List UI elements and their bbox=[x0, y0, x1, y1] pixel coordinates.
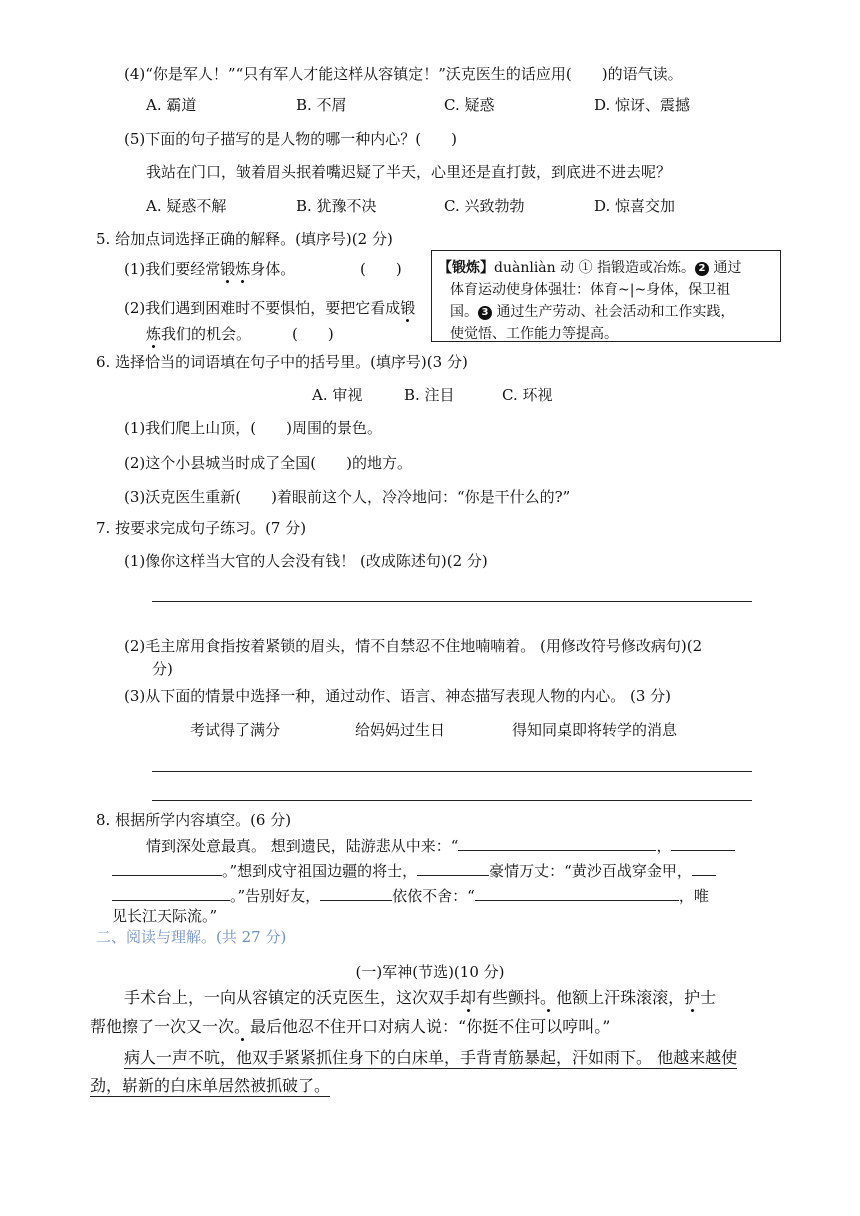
q6-sentence-2: (2)这个小县城当时成了全国( )的地方。 bbox=[124, 454, 412, 472]
p1-text-1: 手术台上，一向从容镇定的沃克医生，这次双手 bbox=[124, 988, 461, 1007]
passage-p2-line1 bbox=[124, 1047, 737, 1069]
q7-sentence-3: (3)从下面的情景中选择一种，通过动作、语言、神态描写表现人物的内心。 (3 分) bbox=[124, 687, 672, 705]
q4-5-option-d: D. 惊喜交加 bbox=[594, 197, 676, 215]
q6-option-a: A. 审视 bbox=[312, 386, 363, 404]
q7-scene-3: 得知同桌即将转学的消息 bbox=[512, 721, 678, 739]
q5-s1-dotted-2: 炼 bbox=[235, 260, 251, 278]
q6-sentence-1: (1)我们爬上山顶，( )周围的景色。 bbox=[124, 419, 382, 437]
q7-answer-line-1[interactable] bbox=[152, 601, 752, 602]
q8-l3-text-c: ，唯 bbox=[678, 887, 709, 905]
q5-s2-pre: (2)我们遇到困难时不要惧怕，要把它看成 bbox=[124, 299, 401, 317]
q5-title: 5. 给加点词选择正确的解释。(填序号)(2 分) bbox=[96, 230, 393, 248]
q6-option-b: B. 注目 bbox=[404, 386, 455, 404]
q4-5-option-c: C. 兴致勃勃 bbox=[444, 197, 525, 215]
q8-blank-4a[interactable] bbox=[692, 859, 716, 876]
q4-4-option-b: B. 不屑 bbox=[296, 96, 347, 114]
definition-pinyin: duànliàn bbox=[494, 260, 556, 276]
definition-box bbox=[431, 250, 781, 342]
definition-line-3 bbox=[438, 301, 772, 323]
q7-answer-line-3[interactable] bbox=[152, 800, 752, 801]
q7-scene-1: 考试得了满分 bbox=[190, 721, 281, 739]
q8-title: 8. 根据所学内容填空。(6 分) bbox=[96, 811, 292, 829]
definition-num-1: ① bbox=[578, 260, 593, 276]
q8-blank-6[interactable] bbox=[475, 884, 679, 901]
p1-text-2: 有些颤抖 bbox=[476, 988, 541, 1007]
definition-line-2: 体育运动使身体强壮：体育~|~身体，保卫祖 bbox=[450, 282, 731, 298]
q5-s1-answer-paren: ( ) bbox=[360, 260, 402, 278]
definition-pos: 动 bbox=[560, 260, 575, 276]
q5-s2-answer-paren: ( ) bbox=[292, 325, 334, 343]
q5-s1-pre: (1)我们要经常 bbox=[124, 260, 221, 278]
q8-blank-4b[interactable] bbox=[112, 884, 230, 901]
section-2-title: 二、阅读与理解。(共 27 分) bbox=[96, 928, 287, 946]
p1-dotted-2: 。 bbox=[540, 988, 557, 1007]
q5-s1-dotted-1: 锻 bbox=[220, 260, 236, 278]
q8-line-1 bbox=[146, 834, 735, 856]
passage-title: (一)军神(节选)(10 分) bbox=[355, 963, 505, 981]
q4-4-option-d: D. 惊讶、震撼 bbox=[594, 96, 691, 114]
q5-sentence-1 bbox=[124, 259, 295, 279]
definition-line-1 bbox=[438, 257, 772, 279]
q7-sentence-2a: (2)毛主席用食指按着紧锁的眉头，情不自禁忍不住地喃喃着。 (用修改符号修改病句)(2 bbox=[124, 637, 703, 655]
q5-sentence-2-line2 bbox=[146, 324, 251, 344]
q7-sentence-2b: 分) bbox=[152, 660, 173, 678]
definition-num-3: 3 bbox=[478, 306, 492, 320]
q5-s2-dotted-2: 炼 bbox=[146, 325, 162, 343]
passage-p2-line2 bbox=[90, 1075, 330, 1097]
p1-dotted-1: 却 bbox=[460, 988, 477, 1007]
q4-4-option-a: A. 霸道 bbox=[146, 96, 197, 114]
q8-line-2 bbox=[112, 859, 716, 881]
q5-s2-dotted-1: 锻 bbox=[400, 299, 416, 317]
q4-4-text: (4)“你是军人！”“只有军人才能这样从容镇定！”沃克医生的话应用( )的语气读。 bbox=[124, 65, 683, 83]
definition-sense-1: 指锻造或冶炼。 bbox=[597, 260, 696, 276]
q4-5-text: (5)下面的句子描写的是人物的哪一种内心？( ) bbox=[124, 130, 457, 148]
q8-l3-text-a: 。”告别好友， bbox=[230, 887, 321, 905]
q6-option-c: C. 环视 bbox=[502, 386, 553, 404]
q8-line-4: 见长江天际流。” bbox=[112, 907, 218, 925]
q6-title: 6. 选择恰当的词语填在句子中的括号里。(填序号)(3 分) bbox=[96, 353, 468, 371]
q8-l2-text-a: 。”想到戍守祖国边疆的将士， bbox=[222, 862, 418, 880]
definition-sense-2a: 通过 bbox=[713, 260, 742, 276]
q8-blank-2a[interactable] bbox=[671, 834, 735, 851]
p1-dotted-3: 护 bbox=[684, 988, 701, 1007]
q4-4-option-c: C. 疑惑 bbox=[444, 96, 495, 114]
q5-sentence-2-line1 bbox=[124, 298, 415, 318]
p1-text-3: 他额上汗珠滚滚， bbox=[556, 988, 685, 1007]
definition-line-4: 使觉悟、工作能力等提高。 bbox=[450, 326, 618, 342]
q8-line-3 bbox=[112, 884, 709, 906]
q4-5-option-b: B. 犹豫不决 bbox=[296, 197, 377, 215]
p1b-text-1: 帮他擦了一次又一次 bbox=[90, 1017, 235, 1036]
passage-p1-line1 bbox=[124, 987, 716, 1009]
q8-blank-1[interactable] bbox=[458, 834, 656, 851]
p1b-text-2: 最后他忍不住开口对病人说：“你挺不住可以哼叫。” bbox=[250, 1017, 611, 1036]
q8-blank-5[interactable] bbox=[320, 884, 392, 901]
q8-blank-3[interactable] bbox=[417, 859, 489, 876]
q4-5-sentence: 我站在门口，皱着眉头抿着嘴迟疑了半天，心里还是直打鼓，到底进不进去呢？ bbox=[146, 163, 672, 181]
q8-l3-text-b: 依依不舍：“ bbox=[392, 887, 475, 905]
definition-head: 【锻炼】 bbox=[438, 260, 494, 276]
q5-s1-post: 身体。 bbox=[250, 260, 296, 278]
p2-underlined-2: 劲，崭新的白床单居然被抓破了。 bbox=[90, 1076, 331, 1095]
q8-l1-text-b: ， bbox=[656, 837, 672, 855]
q7-title: 7. 按要求完成句子练习。(7 分) bbox=[96, 519, 307, 537]
q4-5-option-a: A. 疑惑不解 bbox=[146, 197, 227, 215]
p1b-dotted: 。 bbox=[234, 1017, 251, 1036]
definition-sense-2c: 国。 bbox=[450, 304, 478, 320]
q8-blank-2b[interactable] bbox=[112, 859, 222, 876]
q5-s2-post: 我们的机会。 bbox=[161, 325, 252, 343]
q8-l2-text-b: 豪情万丈：“黄沙百战穿金甲， bbox=[489, 862, 692, 880]
definition-sense-3a: 通过生产劳动、社会活动和工作实践， bbox=[496, 304, 735, 320]
q7-sentence-1: (1)像你这样当大官的人会没有钱！ (改成陈述句)(2 分) bbox=[124, 552, 488, 570]
p1-text-4: 士 bbox=[700, 988, 717, 1007]
definition-num-2: 2 bbox=[695, 262, 709, 276]
passage-p1-line2 bbox=[90, 1016, 610, 1038]
q7-scene-2: 给妈妈过生日 bbox=[355, 721, 446, 739]
q7-answer-line-2[interactable] bbox=[152, 771, 752, 772]
q8-l1-text-a: 情到深处意最真。 想到遗民，陆游悲从中来：“ bbox=[146, 837, 459, 855]
p2-underlined-1: 病人一声不吭，他双手紧紧抓住身下的白床单，手背青筋暴起，汗如雨下。 他越来越使 bbox=[124, 1048, 738, 1067]
q6-sentence-3: (3)沃克医生重新( )着眼前这个人，冷冷地问：“你是干什么的?” bbox=[124, 488, 571, 506]
